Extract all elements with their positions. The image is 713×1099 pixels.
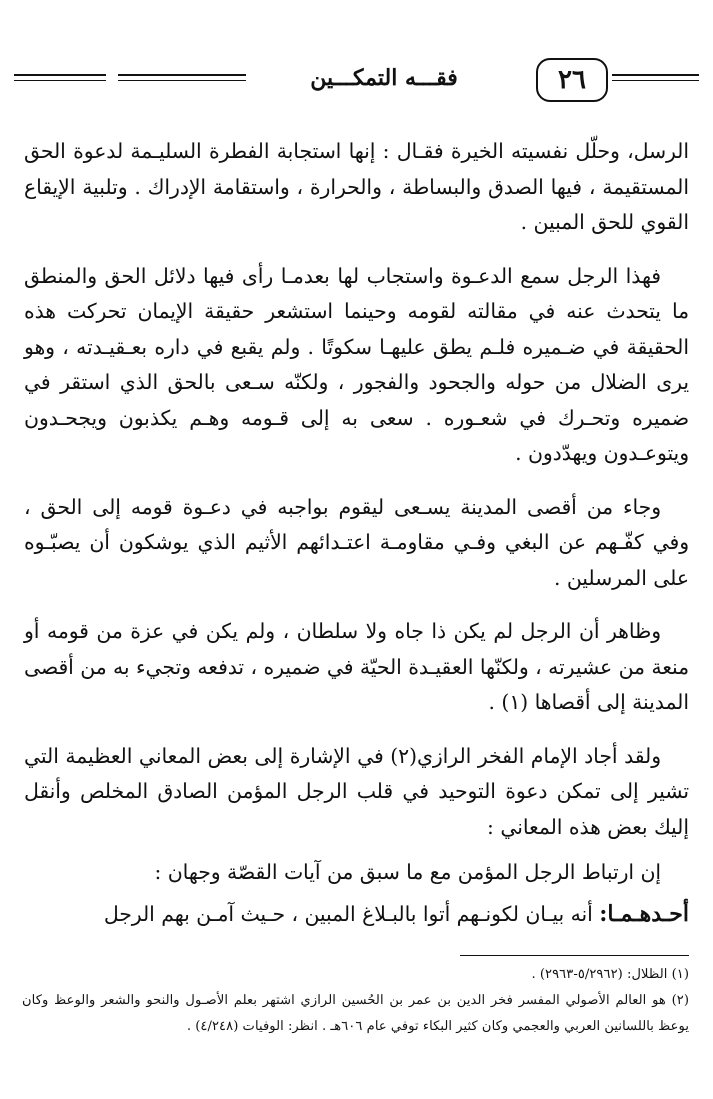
paragraph-7-lead: أحـدهـمـا: <box>599 900 689 927</box>
page-number: ٢٦ <box>536 58 608 102</box>
header-rule-right-top <box>612 74 699 76</box>
paragraph-7 <box>24 897 689 933</box>
footnote-2: (٢) هو العالم الأصولي المفسر فخر الدين بن عمر بن الحُسين الرازي اشتهر بعلم الأصـول والنحو والشعر والوعظ وكان يوعظ باللسانين العربي والعجمي وكان كثير البكاء توفي عام ٦٠٦هـ . انظر: الوفيات (٤/٢٤٨) . <box>22 993 689 1034</box>
footnote-1: (١) الظلال: (٥/٢٩٦٢-٢٩٦٣) . <box>531 967 689 982</box>
paragraph-3: وجاء من أقصى المدينة يسـعى ليقوم بواجبه في دعـوة قومه إلى الحق ، وفي كفّـهم عن البغي وفـي مقاومـة اعتـدائهم الأثيم الذي يوشكون أن يصبّـوه على المرسلين . <box>24 494 689 590</box>
footnote-separator <box>460 955 689 956</box>
running-title: فقـــه التمكـــين <box>310 65 458 91</box>
header-rule-mid-top <box>118 74 246 76</box>
header-rule-right-bottom <box>612 80 699 81</box>
main-text <box>24 134 689 932</box>
page-header <box>14 52 699 104</box>
paragraph-6: إن ارتباط الرجل المؤمن مع ما سبق من آيات القصّة وجهان : <box>154 860 661 884</box>
paragraph-1: الرسل، وحلّل نفسيته الخيرة فقـال : إنها استجابة الفطرة السليـمة لدعوة الحق المستقيمة ، فيها الصدق والبساطة ، والحرارة ، واستقامة الإدراك . وتلبية الإيقاع القوي للحق المبين . <box>24 139 689 234</box>
header-rule-left-top <box>14 74 106 76</box>
header-rule-mid-bottom <box>118 80 246 81</box>
paragraph-2: فهذا الرجل سمع الدعـوة واستجاب لها بعدمـا رأى فيها دلائل الحق والمنطق ما يتحدث عنه في مقالته لقومه وحينما استشعر حقيقة الإيمان تحركت هذه الحقيقة في ضـميره فلـم يطق عليهـا سكوتًا . ولم يقبع في داره بعـقيـدته ، وهو يرى الضلال من حوله والجحود والفجور ، ولكنّه سـعى بالحق الذي استقر في ضميره وتحـرك في شعـوره . سعى به إلى قـومه وهـم يكذبون ويجحـدون ويتوعـدون ويهدّدون . <box>24 263 689 465</box>
footnotes <box>22 962 689 1040</box>
paragraph-4: وظاهر أن الرجل لم يكن ذا جاه ولا سلطان ، ولم يكن في عزة من قومه أو منعة من عشيرته ، ولكنّها العقيـدة الحيّة في ضميره ، تدفعه وتجيء به من أقصى المدينة إلى أقصاها (١) . <box>24 619 689 714</box>
paragraph-5: ولقد أجاد الإمام الفخر الرازي(٢) في الإشارة إلى بعض المعاني العظيمة التي تشير إلى تمكن دعوة التوحيد في قلب الرجل المؤمن الصادق المخلص وأنقل إليك بعض هذه المعاني : <box>24 743 689 839</box>
header-rule-left-bottom <box>14 80 106 81</box>
paragraph-7-text: أنه بيـان لكونـهم أتوا بالبـلاغ المبين ، حـيث آمـن بهم الرجل <box>103 901 600 926</box>
